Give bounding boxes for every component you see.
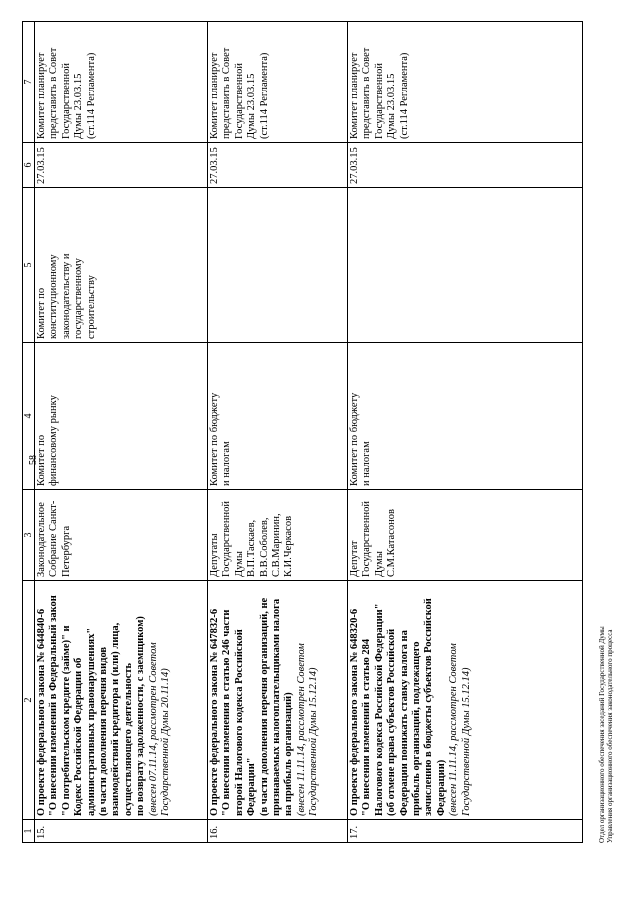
bill-title-line: второй Налогового кодекса Российской: [233, 629, 245, 816]
table-row: [35, 22, 208, 843]
note-line: Государственной: [60, 63, 72, 139]
note-line: (ст.114 Регламента): [85, 52, 97, 139]
date-cell: [348, 143, 583, 188]
author-cell: [348, 490, 583, 581]
co-committee-line: законодательству и: [60, 253, 72, 339]
bill-title-line: (в части дополнения перечня видов: [98, 646, 110, 816]
column-header: 1: [23, 820, 35, 843]
committee-line: Комитет по: [36, 434, 47, 486]
row-number-cell: [348, 820, 583, 843]
co-committee-line: Комитет по: [36, 287, 47, 339]
date-value: 27.03.15: [209, 147, 220, 184]
bill-title-line: административных правонарушениях": [85, 627, 97, 816]
author-line: Петербурга: [60, 525, 72, 577]
date-cell: [208, 143, 348, 188]
author-line: Государственной: [221, 501, 233, 577]
bill-intro-line: Государственной Думы 20.11.14): [160, 668, 172, 816]
co-committee-cell: [348, 188, 583, 343]
column-header: 6: [23, 143, 35, 188]
note-cell: [348, 22, 583, 143]
bill-title-line: Федерации": [246, 757, 258, 816]
bill-title-line: осуществляющего деятельность: [122, 662, 134, 816]
bill-title-line: (об отмене права субъектов Российской: [386, 628, 398, 816]
author-line: Думы: [373, 551, 385, 577]
date-cell: [35, 143, 208, 188]
column-header: 3: [23, 490, 35, 581]
bill-title-line: О проекте федерального закона № 644840-6: [36, 608, 47, 816]
bill-title-line: Федерации понижать ставку налога на: [398, 630, 410, 816]
bill-intro-line: (внесен 07.11.14, рассмотрен Советом: [147, 642, 159, 816]
footer-line: Отдел организационного обеспечения заседаний Государственной Думы: [598, 626, 606, 843]
co-committee-cell: [35, 188, 208, 343]
committee-cell: [35, 343, 208, 490]
bill-title-line: Налогового кодекса Российской Федерации": [373, 603, 385, 816]
bill-intro-line: (внесен 11.11.14, рассмотрен Советом: [295, 643, 307, 816]
bill-intro-line: Государственной Думы 15.12.14): [308, 667, 320, 816]
note-line: (ст.114 Регламента): [398, 52, 410, 139]
column-header: 5: [23, 188, 35, 343]
note-line: представить в Совет: [221, 47, 233, 139]
co-committee-line: конституционному: [48, 254, 60, 339]
co-committee-line: строительству: [85, 275, 97, 339]
note-line: представить в Совет: [48, 47, 60, 139]
author-line: В.В.Соболев,: [258, 517, 270, 577]
bill-title-line: по возврату задолженности, с заемщиком): [135, 616, 147, 816]
note-cell: [208, 22, 348, 143]
committee-cell: [348, 343, 583, 490]
row-number-cell: [35, 820, 208, 843]
page-number: 58: [28, 455, 39, 465]
committee-cell: [208, 343, 348, 490]
bill-title-line: "О внесении изменений в Федеральный закон: [48, 595, 60, 816]
author-line: С.М.Катасонов: [386, 509, 398, 577]
bill-title-line: (в части дополнения перечня организаций, не: [258, 597, 270, 816]
note-line: Думы 23.03.15: [386, 73, 398, 139]
author-line: В.П.Таскаев,: [246, 519, 258, 577]
row-number-cell: [208, 820, 348, 843]
author-line: Государственной: [361, 501, 373, 577]
bill-title-line: прибыль организаций, подлежащего: [411, 641, 423, 816]
bill-title-cell: [35, 581, 208, 820]
note-line: Комитет планирует: [36, 52, 47, 139]
note-line: Думы 23.03.15: [246, 73, 258, 139]
co-committee-cell: [208, 188, 348, 343]
author-line: С.В.Маринин,: [271, 513, 283, 577]
bill-title-line: Федерации): [435, 759, 447, 816]
committee-line: финансовому рынку: [48, 395, 60, 486]
column-header: 4: [23, 343, 35, 490]
bill-title-line: "О внесении изменения в статью 246 части: [221, 609, 233, 816]
committee-line: и налогам: [361, 441, 373, 486]
committee-line: Комитет по бюджету: [209, 392, 220, 486]
author-line: Собрание Санкт-: [48, 500, 60, 577]
row-number: 16.: [209, 825, 220, 839]
agenda-table: [22, 21, 583, 843]
column-header: 2: [23, 581, 35, 820]
author-line: Депутат: [349, 540, 360, 577]
bill-title-line: на прибыль организаций): [283, 692, 295, 816]
bill-title-line: О проекте федерального закона № 647832-6: [209, 608, 220, 816]
note-line: Думы 23.03.15: [73, 73, 85, 139]
date-value: 27.03.15: [349, 147, 360, 184]
bill-title-line: Кодекс Российской Федерации об: [73, 657, 85, 816]
footer: [598, 626, 614, 843]
committee-line: Комитет по бюджету: [349, 392, 360, 486]
bill-intro-line: (внесен 11.11.14, рассмотрен Советом: [448, 643, 460, 816]
bill-title-line: "О внесении изменений в статью 284: [361, 638, 373, 816]
author-line: К.И.Черкасов: [283, 515, 295, 577]
bill-title-cell: [208, 581, 348, 820]
table-row: [208, 22, 348, 843]
note-line: Комитет планирует: [209, 52, 220, 139]
author-line: Депутаты: [209, 533, 220, 577]
bill-title-line: О проекте федерального закона № 648320-6: [349, 608, 360, 816]
bill-intro-line: Государственной Думы 15.12.14): [460, 667, 472, 816]
author-cell: [35, 490, 208, 581]
date-value: 27.03.15: [36, 147, 47, 184]
note-line: (ст.114 Регламента): [258, 52, 270, 139]
note-cell: [35, 22, 208, 143]
note-line: Комитет планирует: [349, 52, 360, 139]
author-line: Законодательное: [36, 502, 47, 577]
committee-line: и налогам: [221, 441, 233, 486]
footer-line: Управления организационного обеспечения законодательного процесса: [606, 629, 614, 843]
author-line: Думы: [233, 551, 245, 577]
row-number: 15.: [36, 825, 47, 839]
bill-title-line: взаимодействий кредитора и (или) лица,: [110, 622, 122, 816]
note-line: Государственной: [373, 63, 385, 139]
bill-title-line: зачислению в бюджеты субъектов Российской: [423, 598, 435, 816]
column-header-row: [23, 22, 35, 843]
author-cell: [208, 490, 348, 581]
note-line: представить в Совет: [361, 47, 373, 139]
note-line: Государственной: [233, 63, 245, 139]
bill-title-cell: [348, 581, 583, 820]
bill-title-line: "О потребительском кредите (займе)" и: [60, 625, 72, 816]
co-committee-line: государственному: [73, 258, 85, 339]
row-number: 17.: [349, 825, 360, 839]
bill-title-line: признаваемых налогоплательщиками налога: [271, 598, 283, 816]
table-row: [348, 22, 583, 843]
column-header: 7: [23, 22, 35, 143]
